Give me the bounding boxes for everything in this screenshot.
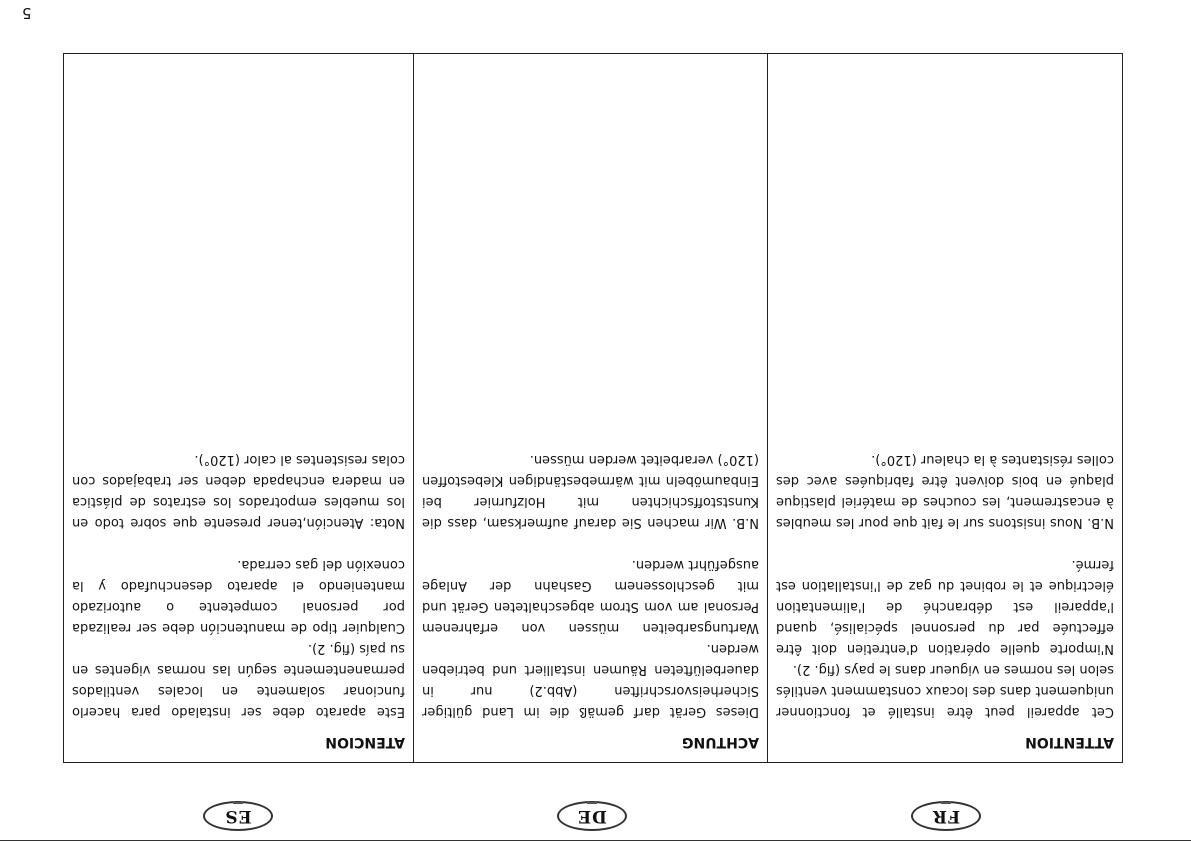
paragraph-de-1: Dieses Gerät darf gemäß die im Land gültiger Sicherheisvorschriften (Abb.2) nur in dauerbelüfteten Räumen installiert und betrieben werden.: [422, 641, 759, 719]
column-title-fr: ATTENTION: [1025, 734, 1114, 750]
column-es: [64, 54, 414, 762]
paragraph-es-3: Nota: Atención,tener presente que sobre todo en los muebles empotrados los estratos de plástica en madera enchapada deben ser trabajados con colas resistentes al calor (120°).: [72, 452, 405, 530]
column-title-de: ACHTUNG: [682, 734, 759, 750]
badge-fr-wrap: [769, 763, 1123, 841]
column-title-es: ATENCION: [325, 734, 405, 750]
language-badge-es: ES: [203, 801, 273, 831]
badge-tick: [233, 802, 243, 804]
language-badges: [63, 763, 1123, 841]
language-badge-de: DE: [557, 801, 627, 831]
paragraph-es-2: Cualquier tipo de manutención debe ser realizada por personal competente o autorizado manteniendo el aparato desenchufado y la conexión del gas cerrada.: [72, 557, 405, 635]
language-badge-fr: FR: [911, 801, 981, 831]
paragraph-fr-1: Cet appareil peut être installé et fonctionner uniquement dans des locaux constamment ventilés selon les normes en vigueur dans le pays (fig. 2).: [776, 662, 1114, 719]
content-frame: [63, 53, 1123, 763]
badge-es-wrap: [61, 763, 415, 841]
column-fr: [768, 54, 1122, 762]
paragraph-es-1: Este aparato debe ser instalado para hacerlo funcionar solamente en locales ventilados permanentemente según las normas vigentes en su país (fig. 2).: [72, 641, 405, 719]
badge-tick: [941, 802, 951, 804]
paragraph-fr-3: N.B. Nous insistons sur le fait que pour les meubles à encastrement, les couches de matériel plastique plaqué en bois doivent être fabriquées avec des colles résistantes à la chaleur (120°).: [776, 452, 1114, 530]
paragraph-de-2: Wartungsarbeiten müssen von erfahrenem Personal am vom Strom abgeschalteten Gerät und mit geschlossenem Gashahn der Anlage ausgeführt werden.: [422, 557, 759, 635]
paragraph-de-3: N.B. Wir machen Sie darauf aufmerksam, dass die Kunststoffschichten mit Holzfurnier bei Einbaumöbeln mit wärmebeständigen Klebestoffen (120°) verarbeitet werden müssen.: [422, 452, 759, 530]
paragraph-fr-2: N'importe quelle opération d'entretien doit être effectuée par du personnel spécialisé, quand l'appareil est débranché de l'alimentation électrique et le robinet du gaz de l'installation est fermé.: [776, 557, 1114, 656]
page-number: 5: [22, 4, 32, 22]
badge-de-wrap: [415, 763, 769, 841]
column-de: [414, 54, 768, 762]
badge-tick: [587, 802, 597, 804]
